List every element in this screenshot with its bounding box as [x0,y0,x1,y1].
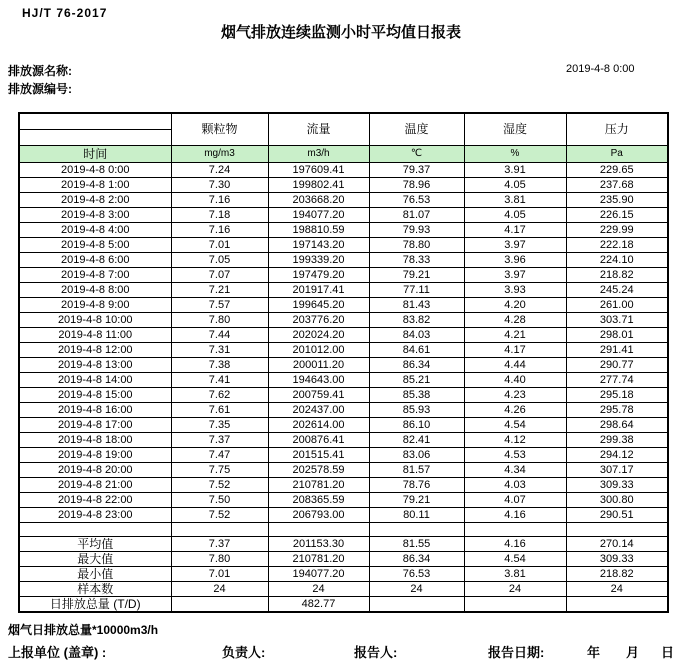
source-id-label: 排放源编号: [8,82,72,96]
summary-value-cell: 201153.30 [268,537,369,552]
spacer-row [19,523,668,537]
empty-cell [171,523,268,537]
table-row [19,253,668,268]
value-cell: 4.44 [464,358,566,373]
value-cell: 222.18 [566,238,668,253]
value-cell: 303.71 [566,313,668,328]
value-cell: 299.38 [566,433,668,448]
header-blank-top-cell [19,113,171,130]
summary-value-cell [566,597,668,613]
value-cell: 7.38 [171,358,268,373]
value-cell: 4.34 [464,463,566,478]
time-cell: 2019-4-8 12:00 [19,343,171,358]
time-cell: 2019-4-8 13:00 [19,358,171,373]
table-row [19,163,668,178]
time-cell: 2019-4-8 21:00 [19,478,171,493]
value-cell: 7.01 [171,238,268,253]
value-cell: 218.82 [566,268,668,283]
summary-value-cell: 7.37 [171,537,268,552]
value-cell: 194643.00 [268,373,369,388]
table-row [19,418,668,433]
value-cell: 4.40 [464,373,566,388]
table-row [19,343,668,358]
time-cell: 2019-4-8 9:00 [19,298,171,313]
empty-cell [268,523,369,537]
value-cell: 199645.20 [268,298,369,313]
summary-value-cell: 86.34 [369,552,464,567]
daily-total-note: 烟气日排放总量*10000m3/h [8,623,159,637]
responsible-label: 负责人: [222,645,266,660]
empty-cell [464,523,566,537]
summary-row [19,597,668,613]
value-cell: 208365.59 [268,493,369,508]
value-cell: 78.80 [369,238,464,253]
summary-label-cell: 日排放总量 (T/D) [19,597,171,613]
value-cell: 200876.41 [268,433,369,448]
value-cell: 85.38 [369,388,464,403]
summary-value-cell: 7.01 [171,567,268,582]
time-cell: 2019-4-8 15:00 [19,388,171,403]
summary-row [19,582,668,597]
summary-value-cell: 24 [566,582,668,597]
value-cell: 81.07 [369,208,464,223]
value-cell: 290.51 [566,508,668,523]
value-cell: 7.57 [171,298,268,313]
time-cell: 2019-4-8 0:00 [19,163,171,178]
summary-label-cell: 样本数 [19,582,171,597]
value-cell: 295.18 [566,388,668,403]
empty-cell [369,523,464,537]
value-cell: 4.17 [464,223,566,238]
unit-row [19,146,668,163]
value-cell: 4.07 [464,493,566,508]
day-label: 日 [661,645,675,660]
summary-value-cell: 3.81 [464,567,566,582]
value-cell: 4.16 [464,508,566,523]
value-cell: 202437.00 [268,403,369,418]
column-header-flow: 流量 [268,113,369,146]
unit-temperature: ℃ [369,146,464,163]
summary-value-cell: 210781.20 [268,552,369,567]
column-header-pressure: 压力 [566,113,668,146]
value-cell: 4.05 [464,178,566,193]
value-cell: 4.03 [464,478,566,493]
summary-value-cell: 309.33 [566,552,668,567]
time-cell: 2019-4-8 10:00 [19,313,171,328]
summary-value-cell: 7.80 [171,552,268,567]
time-cell: 2019-4-8 7:00 [19,268,171,283]
report-unit-label: 上报单位 (盖章) : [8,645,107,660]
value-cell: 3.91 [464,163,566,178]
value-cell: 201917.41 [268,283,369,298]
unit-particulate: mg/m3 [171,146,268,163]
value-cell: 200759.41 [268,388,369,403]
value-cell: 4.17 [464,343,566,358]
value-cell: 307.17 [566,463,668,478]
value-cell: 199802.41 [268,178,369,193]
time-cell: 2019-4-8 17:00 [19,418,171,433]
value-cell: 291.41 [566,343,668,358]
value-cell: 7.07 [171,268,268,283]
value-cell: 224.10 [566,253,668,268]
summary-value-cell: 270.14 [566,537,668,552]
value-cell: 81.57 [369,463,464,478]
time-cell: 2019-4-8 4:00 [19,223,171,238]
time-cell: 2019-4-8 3:00 [19,208,171,223]
value-cell: 83.06 [369,448,464,463]
month-label: 月 [626,645,640,660]
value-cell: 7.75 [171,463,268,478]
report-date-label: 报告日期: [488,645,545,660]
value-cell: 7.41 [171,373,268,388]
summary-value-cell: 24 [464,582,566,597]
column-header-temperature: 温度 [369,113,464,146]
report-datetime: 2019-4-8 0:00 [566,63,635,75]
year-label: 年 [587,645,601,660]
table-row [19,493,668,508]
time-cell: 2019-4-8 18:00 [19,433,171,448]
time-cell: 2019-4-8 22:00 [19,493,171,508]
value-cell: 80.11 [369,508,464,523]
value-cell: 76.53 [369,193,464,208]
time-column-header: 时间 [19,146,171,163]
table-row [19,298,668,313]
value-cell: 197609.41 [268,163,369,178]
value-cell: 229.99 [566,223,668,238]
unit-pressure: Pa [566,146,668,163]
summary-row [19,537,668,552]
empty-cell [566,523,668,537]
value-cell: 261.00 [566,298,668,313]
value-cell: 81.43 [369,298,464,313]
table-row [19,193,668,208]
summary-row [19,567,668,582]
value-cell: 7.52 [171,508,268,523]
value-cell: 7.61 [171,403,268,418]
value-cell: 294.12 [566,448,668,463]
time-cell: 2019-4-8 5:00 [19,238,171,253]
value-cell: 235.90 [566,193,668,208]
value-cell: 79.37 [369,163,464,178]
page-title: 烟气排放连续监测小时平均值日报表 [220,24,461,41]
time-cell: 2019-4-8 14:00 [19,373,171,388]
value-cell: 198810.59 [268,223,369,238]
table-row [19,448,668,463]
value-cell: 199339.20 [268,253,369,268]
value-cell: 203668.20 [268,193,369,208]
value-cell: 201012.00 [268,343,369,358]
summary-value-cell: 194077.20 [268,567,369,582]
value-cell: 78.76 [369,478,464,493]
summary-label-cell: 最大值 [19,552,171,567]
table-row [19,463,668,478]
column-header-particulate: 颗粒物 [171,113,268,146]
value-cell: 245.24 [566,283,668,298]
table-row [19,238,668,253]
value-cell: 78.33 [369,253,464,268]
value-cell: 202578.59 [268,463,369,478]
value-cell: 4.26 [464,403,566,418]
value-cell: 4.05 [464,208,566,223]
value-cell: 3.96 [464,253,566,268]
value-cell: 7.24 [171,163,268,178]
summary-value-cell: 218.82 [566,567,668,582]
value-cell: 229.65 [566,163,668,178]
unit-flow: m3/h [268,146,369,163]
value-cell: 84.61 [369,343,464,358]
value-cell: 3.97 [464,238,566,253]
value-cell: 7.21 [171,283,268,298]
value-cell: 7.62 [171,388,268,403]
table-row [19,313,668,328]
summary-value-cell: 4.54 [464,552,566,567]
summary-value-cell: 24 [268,582,369,597]
value-cell: 77.11 [369,283,464,298]
value-cell: 82.41 [369,433,464,448]
value-cell: 3.97 [464,268,566,283]
time-cell: 2019-4-8 8:00 [19,283,171,298]
value-cell: 194077.20 [268,208,369,223]
value-cell: 290.77 [566,358,668,373]
summary-value-cell [464,597,566,613]
value-cell: 7.47 [171,448,268,463]
empty-cell [19,523,171,537]
header-row-top [19,113,668,130]
value-cell: 7.80 [171,313,268,328]
value-cell: 197479.20 [268,268,369,283]
value-cell: 7.37 [171,433,268,448]
time-cell: 2019-4-8 20:00 [19,463,171,478]
time-cell: 2019-4-8 2:00 [19,193,171,208]
column-header-humidity: 湿度 [464,113,566,146]
value-cell: 85.93 [369,403,464,418]
value-cell: 7.44 [171,328,268,343]
summary-value-cell: 4.16 [464,537,566,552]
value-cell: 7.16 [171,193,268,208]
value-cell: 237.68 [566,178,668,193]
table-row [19,328,668,343]
value-cell: 4.28 [464,313,566,328]
summary-row [19,552,668,567]
reporter-label: 报告人: [354,645,398,660]
summary-value-cell [369,597,464,613]
unit-humidity: % [464,146,566,163]
header-blank-bottom-cell [19,130,171,146]
standard-code: HJ/T 76-2017 [22,6,108,20]
time-cell: 2019-4-8 6:00 [19,253,171,268]
value-cell: 3.81 [464,193,566,208]
value-cell: 203776.20 [268,313,369,328]
value-cell: 7.52 [171,478,268,493]
value-cell: 79.93 [369,223,464,238]
summary-value-cell: 482.77 [268,597,369,613]
table-row [19,268,668,283]
table-row [19,478,668,493]
value-cell: 78.96 [369,178,464,193]
value-cell: 86.10 [369,418,464,433]
value-cell: 201515.41 [268,448,369,463]
value-cell: 277.74 [566,373,668,388]
summary-value-cell: 76.53 [369,567,464,582]
table-row [19,178,668,193]
value-cell: 202614.00 [268,418,369,433]
value-cell: 298.64 [566,418,668,433]
time-cell: 2019-4-8 11:00 [19,328,171,343]
table-row [19,403,668,418]
value-cell: 84.03 [369,328,464,343]
summary-value-cell: 81.55 [369,537,464,552]
value-cell: 7.30 [171,178,268,193]
value-cell: 197143.20 [268,238,369,253]
value-cell: 7.35 [171,418,268,433]
value-cell: 7.16 [171,223,268,238]
value-cell: 295.78 [566,403,668,418]
value-cell: 206793.00 [268,508,369,523]
table-row [19,208,668,223]
value-cell: 3.93 [464,283,566,298]
value-cell: 200011.20 [268,358,369,373]
value-cell: 4.20 [464,298,566,313]
value-cell: 4.53 [464,448,566,463]
value-cell: 4.21 [464,328,566,343]
summary-value-cell [171,597,268,613]
summary-value-cell: 24 [369,582,464,597]
time-cell: 2019-4-8 19:00 [19,448,171,463]
value-cell: 79.21 [369,493,464,508]
value-cell: 309.33 [566,478,668,493]
value-cell: 202024.20 [268,328,369,343]
value-cell: 210781.20 [268,478,369,493]
summary-label-cell: 平均值 [19,537,171,552]
summary-label-cell: 最小值 [19,567,171,582]
value-cell: 7.50 [171,493,268,508]
value-cell: 86.34 [369,358,464,373]
value-cell: 7.31 [171,343,268,358]
value-cell: 226.15 [566,208,668,223]
table-row [19,283,668,298]
value-cell: 7.05 [171,253,268,268]
value-cell: 4.12 [464,433,566,448]
table-row [19,433,668,448]
summary-value-cell: 24 [171,582,268,597]
table-row [19,373,668,388]
value-cell: 4.54 [464,418,566,433]
value-cell: 298.01 [566,328,668,343]
table-row [19,508,668,523]
value-cell: 300.80 [566,493,668,508]
table-row [19,358,668,373]
hourly-average-table [18,112,669,613]
source-name-label: 排放源名称: [8,64,72,78]
table-row [19,388,668,403]
time-cell: 2019-4-8 1:00 [19,178,171,193]
value-cell: 7.18 [171,208,268,223]
time-cell: 2019-4-8 23:00 [19,508,171,523]
value-cell: 79.21 [369,268,464,283]
value-cell: 83.82 [369,313,464,328]
time-cell: 2019-4-8 16:00 [19,403,171,418]
value-cell: 85.21 [369,373,464,388]
value-cell: 4.23 [464,388,566,403]
table-row [19,223,668,238]
